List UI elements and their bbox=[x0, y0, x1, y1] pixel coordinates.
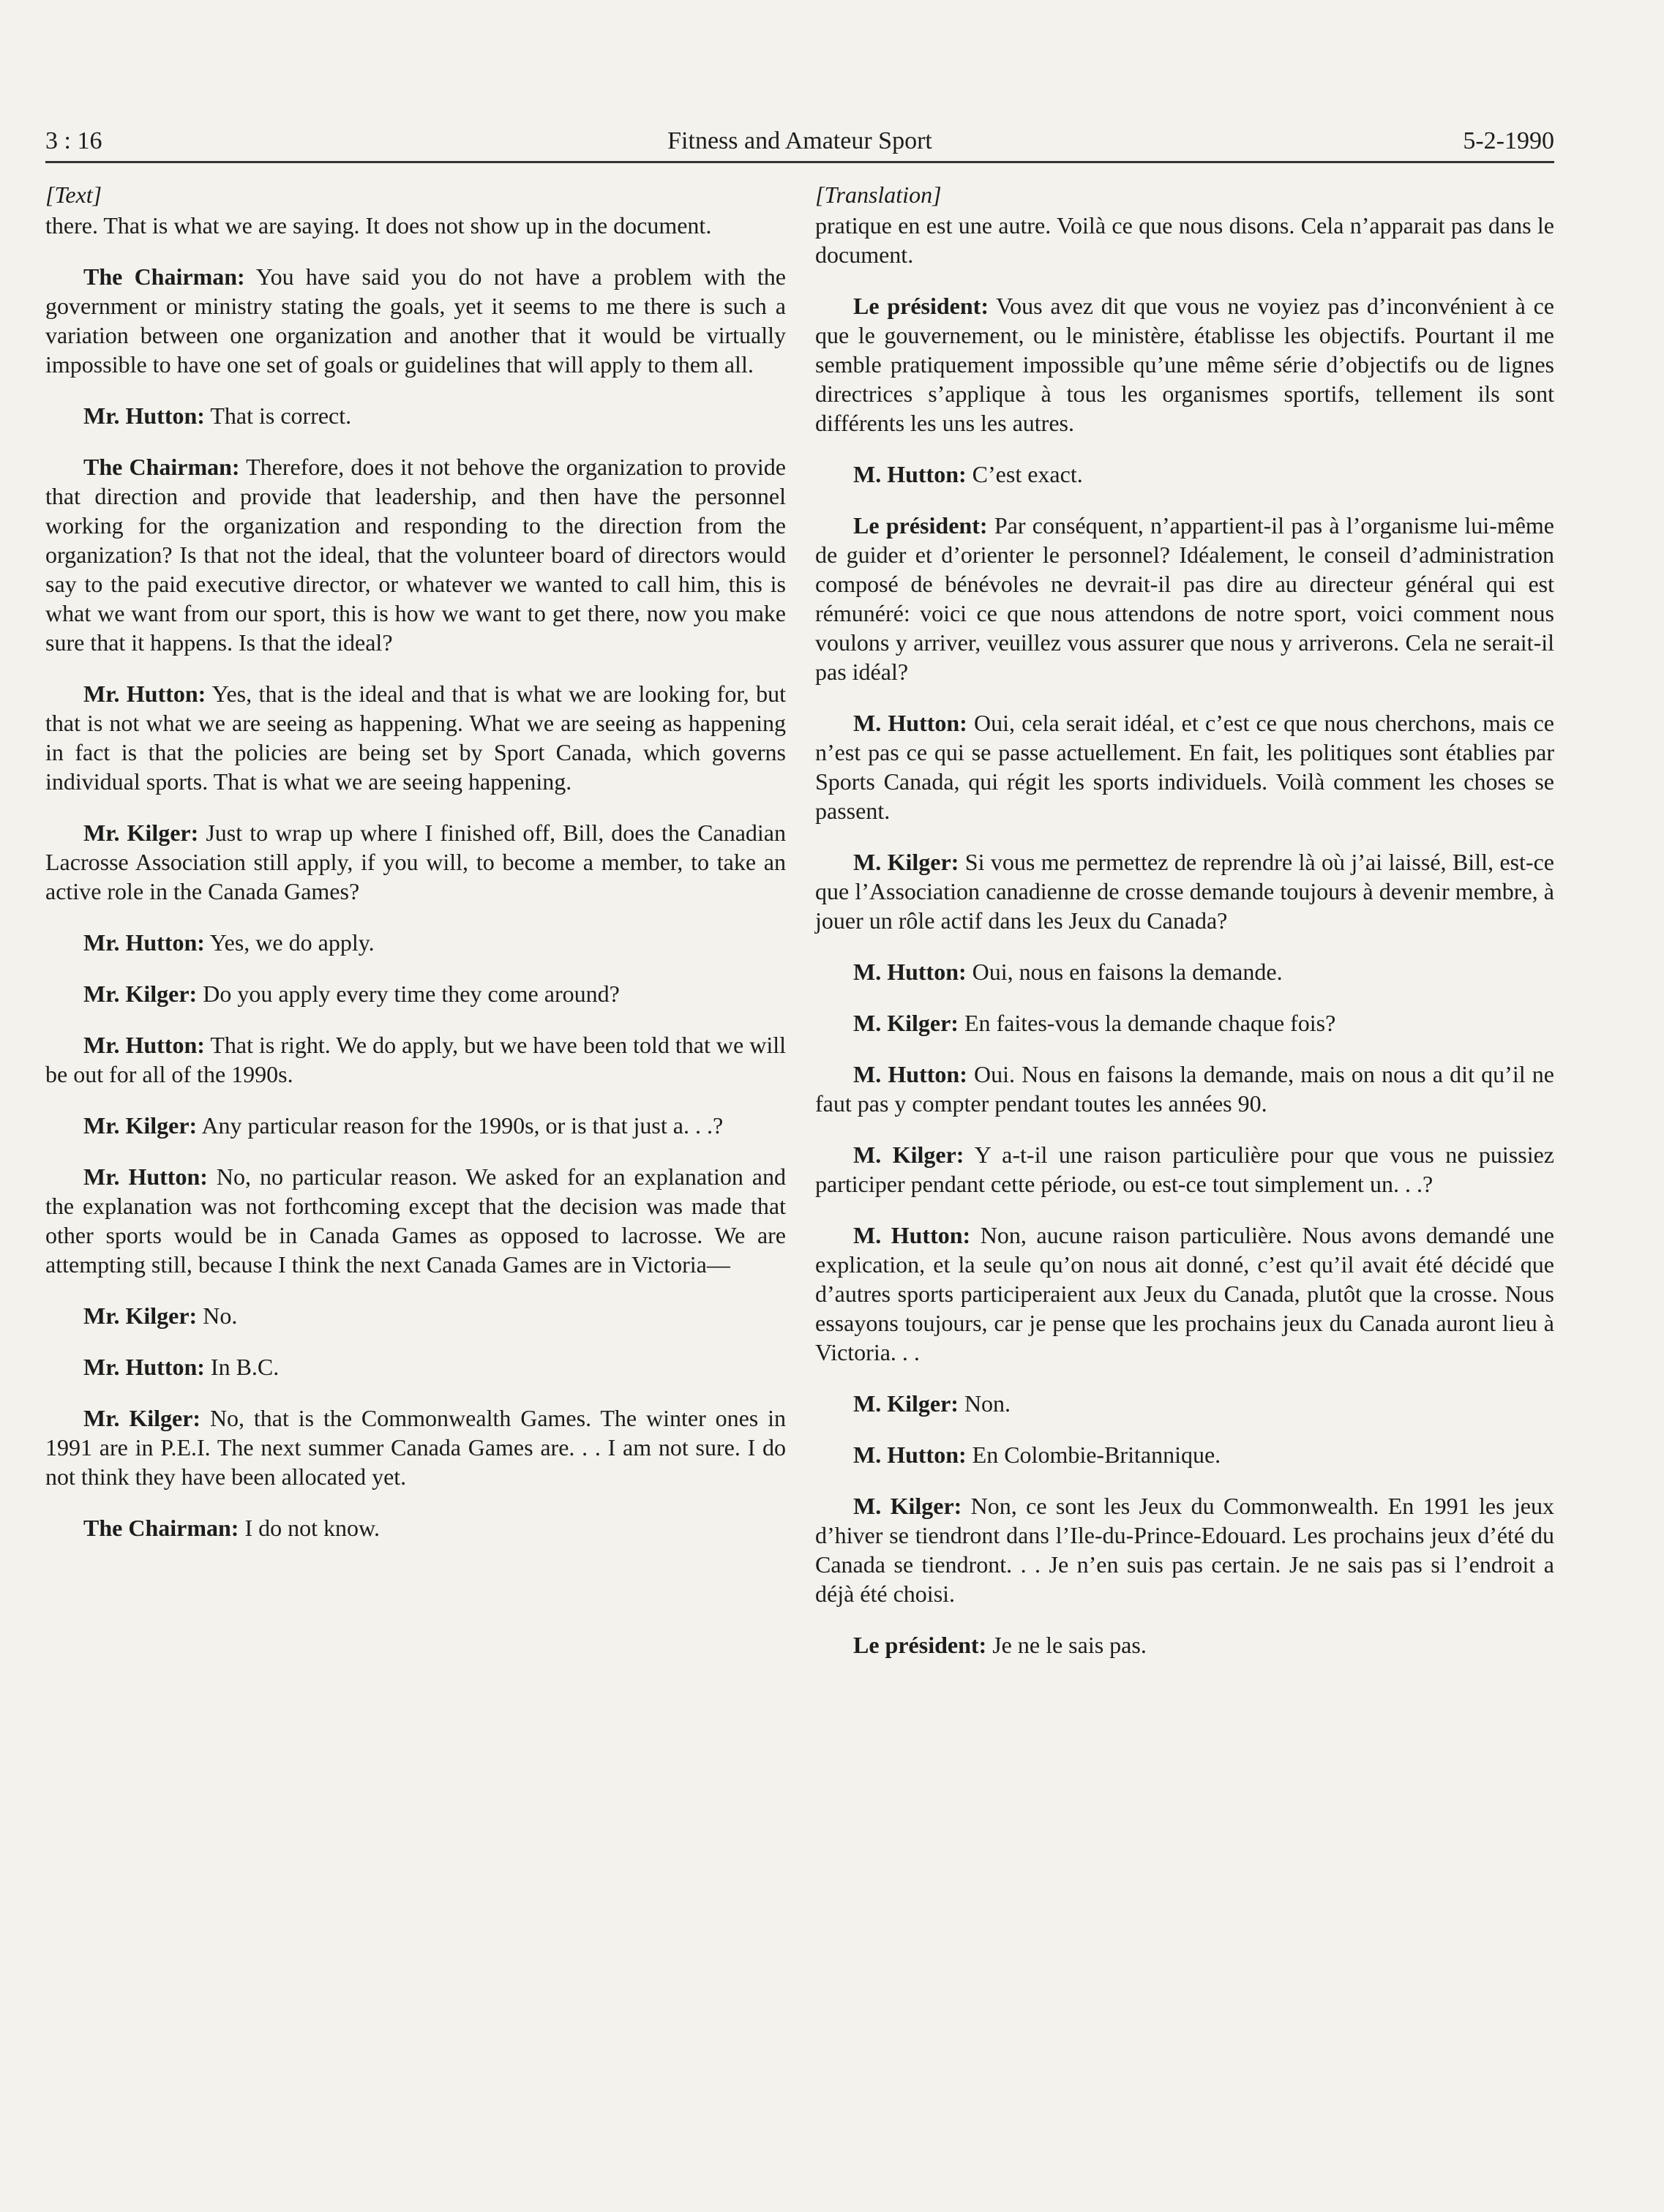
speaker-name: Mr. Hutton: bbox=[83, 681, 206, 707]
english-paragraph bbox=[45, 1301, 786, 1330]
speaker-name: Le président: bbox=[853, 1632, 987, 1658]
speech-text: Oui, nous en faisons la demande. bbox=[966, 959, 1283, 985]
speaker-name: Mr. Kilger: bbox=[83, 981, 198, 1007]
speaker-name: M. Hutton: bbox=[853, 461, 967, 487]
speaker-name: M. Kilger: bbox=[853, 1141, 964, 1168]
header-rule bbox=[45, 161, 1554, 163]
speech-text: there. That is what we are saying. It does not show up in the document. bbox=[45, 212, 712, 239]
speaker-name: Mr. Hutton: bbox=[83, 929, 205, 956]
speech-text: No. bbox=[197, 1302, 238, 1329]
speech-text: En Colombie-Britannique. bbox=[966, 1441, 1221, 1468]
speech-text: Je ne le sais pas. bbox=[986, 1632, 1147, 1658]
english-paragraph bbox=[45, 211, 786, 240]
speaker-name: M. Hutton: bbox=[853, 1061, 967, 1087]
english-paragraph bbox=[45, 679, 786, 796]
publication-title: Fitness and Amateur Sport bbox=[667, 127, 932, 154]
english-paragraph bbox=[45, 1162, 786, 1279]
french-paragraph bbox=[815, 1221, 1554, 1367]
speech-text: Oui. Nous en faisons la demande, mais on nous a dit qu’il ne faut pas y compter pendant toutes les années 90. bbox=[815, 1061, 1555, 1117]
english-paragraph bbox=[45, 1030, 786, 1089]
speaker-name: M. Hutton: bbox=[853, 1441, 967, 1468]
french-paragraph bbox=[815, 1140, 1554, 1199]
speaker-name: Mr. Kilger: bbox=[83, 1302, 198, 1329]
speaker-name: M. Kilger: bbox=[853, 1010, 959, 1036]
speaker-name: Mr. Hutton: bbox=[83, 1163, 208, 1190]
speaker-name: The Chairman: bbox=[83, 454, 240, 480]
speech-text: In B.C. bbox=[204, 1354, 280, 1380]
french-paragraph bbox=[815, 1389, 1554, 1418]
english-column bbox=[45, 180, 786, 1564]
speech-text: That is correct. bbox=[204, 402, 352, 429]
page-number: 3 : 16 bbox=[45, 127, 102, 154]
english-paragraph bbox=[45, 1111, 786, 1140]
speaker-name: Le président: bbox=[853, 512, 988, 539]
speaker-name: M. Kilger: bbox=[853, 849, 959, 875]
french-paragraph bbox=[815, 1491, 1554, 1608]
speech-text: Si vous me permettez de reprendre là où j’ai laissé, Bill, est-ce que l’Association canadienne de crosse demande toujours à devenir membre, à jouer un rôle actif dans les Jeux du Canada? bbox=[815, 849, 1555, 934]
french-paragraph bbox=[815, 1008, 1554, 1038]
speaker-name: M. Kilger: bbox=[853, 1493, 962, 1519]
speech-text: Non, aucune raison particulière. Nous avons demandé une explication, et la seule qu’on nous ait donné, c’est qu’il avait été décidé que d’autres sports participeraient aux Jeux du Canada, plutôt que la crosse. Nous essayons toujours, car je pense que les prochains jeux du Canada auront lieu à Victoria. . . bbox=[815, 1222, 1555, 1365]
speech-text: You have said you do not have a problem with the government or ministry stating the goals, yet it seems to me there is such a variation between one organization and another that it would be virtually impossible to have one set of goals or guidelines that will apply to them all. bbox=[45, 263, 787, 378]
speech-text: No, that is the Commonwealth Games. The winter ones in 1991 are in P.E.I. The next summer Canada Games are. . . I am not sure. I do not think they have been allocated yet. bbox=[45, 1405, 787, 1490]
speaker-name: M. Hutton: bbox=[853, 959, 967, 985]
speech-text: Vous avez dit que vous ne voyiez pas d’inconvénient à ce que le gouvernement, ou le ministère, établisse les objectifs. Pourtant il me semble pratiquement impossible qu’une même série d’objectifs ou de lignes directrices s’applique à tous les organismes sportifs, tellement ils sont différents les uns les autres. bbox=[815, 293, 1554, 436]
french-paragraph bbox=[815, 291, 1554, 438]
french-paragraph bbox=[815, 511, 1554, 686]
speaker-name: M. Hutton: bbox=[853, 710, 967, 736]
speech-text: Yes, we do apply. bbox=[204, 929, 375, 956]
english-paragraph bbox=[45, 262, 786, 379]
speech-text: Yes, that is the ideal and that is what we are looking for, but that is not what we are seeing as happening. What we are seeing as happening in fact is that the policies are being set by Sport Canada, which governs individual sports. That is what we are seeing happening. bbox=[45, 681, 787, 795]
french-paragraph bbox=[815, 1440, 1554, 1469]
french-paragraph bbox=[815, 957, 1554, 986]
english-paragraph bbox=[45, 818, 786, 906]
speaker-name: M. Hutton: bbox=[853, 1222, 971, 1248]
speech-text: C’est exact. bbox=[966, 461, 1083, 487]
speech-text: I do not know. bbox=[239, 1515, 381, 1541]
text-tag: [Text] bbox=[45, 181, 102, 208]
translation-tag: [Translation] bbox=[815, 181, 942, 208]
speaker-name: The Chairman: bbox=[83, 263, 245, 290]
speech-text: That is right. We do apply, but we have been told that we will be out for all of the 1990s. bbox=[45, 1032, 787, 1087]
speaker-name: M. Kilger: bbox=[853, 1390, 959, 1417]
speaker-name: Le président: bbox=[853, 293, 989, 319]
english-paragraph bbox=[45, 1403, 786, 1491]
speech-text: Just to wrap up where I finished off, Bill, does the Canadian Lacrosse Association still apply, if you will, to become a member, to take an active role in the Canada Games? bbox=[45, 820, 787, 904]
english-paragraph bbox=[45, 928, 786, 957]
speaker-name: Mr. Kilger: bbox=[83, 1112, 198, 1139]
speech-text: Non, ce sont les Jeux du Commonwealth. En 1991 les jeux d’hiver se tiendront dans l’Ile-du-Prince-Edouard. Les prochains jeux d’été du Canada se tiendront. . . Je n’en suis pas certain. Je ne sais pas si l’endroit a déjà été choisi. bbox=[815, 1493, 1555, 1607]
speech-text: Oui, cela serait idéal, et c’est ce que nous cherchons, mais ce n’est pas ce qui se passe actuellement. En fait, les politiques sont établies par Sports Canada, qui régit les sports individuels. Voilà comment les choses se passent. bbox=[815, 710, 1554, 824]
speech-text: Therefore, does it not behove the organization to provide that direction and provide that leadership, and then have the personnel working for the organization and responding to the direction from the organization? Is that not the ideal, that the volunteer board of directors would say to the paid executive director, or whatever we wanted to call him, this is what we want from our sport, this is how we want to get there, now you make sure that it happens. Is that the ideal? bbox=[45, 454, 787, 656]
speech-text: No, no particular reason. We asked for an explanation and the explanation was not forthcoming except that the decision was made that other sports would be in Canada Games as opposed to lacrosse. We are attempting still, because I think the next Canada Games are in Victoria— bbox=[45, 1163, 787, 1278]
french-paragraph bbox=[815, 460, 1554, 489]
french-paragraph bbox=[815, 847, 1554, 935]
speaker-name: Mr. Kilger: bbox=[83, 1405, 201, 1431]
speech-text: Non. bbox=[958, 1390, 1011, 1417]
page-date: 5-2-1990 bbox=[1463, 127, 1554, 154]
english-paragraph bbox=[45, 452, 786, 657]
speech-text: pratique en est une autre. Voilà ce que nous disons. Cela n’apparait pas dans le document. bbox=[815, 212, 1554, 268]
french-paragraph bbox=[815, 211, 1554, 269]
english-paragraph bbox=[45, 1352, 786, 1381]
speech-text: Par conséquent, n’appartient-il pas à l’organisme lui-même de guider et d’orienter le personnel? Idéalement, le conseil d’administration composé de bénévoles ne devrait-il pas dire au directeur général qui est rémunéré: voici ce que nous attendons de notre sport, voici comment nous voulons y arriver, veuillez vous assurer que nous y arriverons. Cela ne serait-il pas idéal? bbox=[815, 512, 1555, 685]
speaker-name: Mr. Hutton: bbox=[83, 1354, 205, 1380]
french-paragraph bbox=[815, 1630, 1554, 1660]
speaker-name: Mr. Kilger: bbox=[83, 820, 199, 846]
speaker-name: Mr. Hutton: bbox=[83, 402, 205, 429]
speaker-name: Mr. Hutton: bbox=[83, 1032, 205, 1058]
speech-text: En faites-vous la demande chaque fois? bbox=[958, 1010, 1336, 1036]
english-paragraph bbox=[45, 979, 786, 1008]
speech-text: Y a-t-il une raison particulière pour que vous ne puissiez participer pendant cette période, ou est-ce tout simplement un. . .? bbox=[815, 1141, 1555, 1197]
speaker-name: The Chairman: bbox=[83, 1515, 239, 1541]
french-paragraph bbox=[815, 1060, 1554, 1118]
english-paragraph bbox=[45, 1513, 786, 1542]
speech-text: Do you apply every time they come around? bbox=[197, 981, 620, 1007]
english-paragraph bbox=[45, 401, 786, 430]
french-paragraph bbox=[815, 708, 1554, 825]
speech-text: Any particular reason for the 1990s, or is that just a. . .? bbox=[197, 1112, 724, 1139]
page-header bbox=[45, 123, 1554, 160]
french-column bbox=[815, 180, 1554, 1682]
